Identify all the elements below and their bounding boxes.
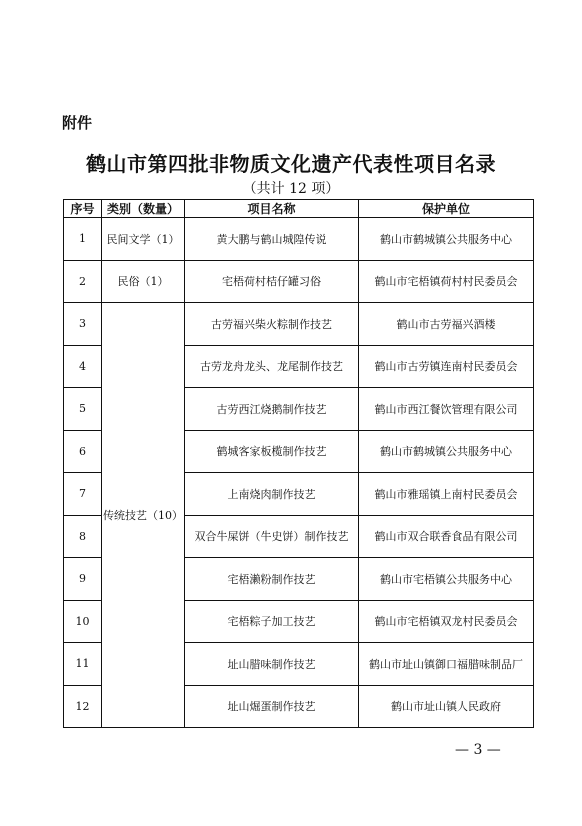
protection-unit-cell: 鹤山市雅瑶镇上南村民委员会 bbox=[359, 473, 534, 516]
serial-number-cell: 2 bbox=[64, 260, 102, 303]
page-number: — 3 — bbox=[455, 742, 501, 758]
header-project-name: 项目名称 bbox=[185, 200, 359, 218]
project-name-cell: 黄大鹏与鹤山城隍传说 bbox=[185, 218, 359, 261]
protection-unit-cell: 鹤山市古劳镇连南村民委员会 bbox=[359, 345, 534, 388]
heritage-list-table bbox=[63, 199, 534, 728]
serial-number-cell: 6 bbox=[64, 430, 102, 473]
project-name-cell: 宅梧粽子加工技艺 bbox=[185, 600, 359, 643]
table-header-row bbox=[64, 200, 534, 218]
category-cell: 传统技艺（10） bbox=[102, 303, 185, 728]
protection-unit-cell: 鹤山市西江餐饮管理有限公司 bbox=[359, 388, 534, 431]
project-name-cell: 古劳西江烧鹅制作技艺 bbox=[185, 388, 359, 431]
project-name-cell: 古劳福兴柴火粽制作技艺 bbox=[185, 303, 359, 346]
serial-number-cell: 9 bbox=[64, 558, 102, 601]
project-name-cell: 上南烧肉制作技艺 bbox=[185, 473, 359, 516]
protection-unit-cell: 鹤山市宅梧镇双龙村民委员会 bbox=[359, 600, 534, 643]
protection-unit-cell: 鹤山市址山镇御口福腊味制品厂 bbox=[359, 643, 534, 686]
document-title: 鹤山市第四批非物质文化遗产代表性项目名录 bbox=[86, 152, 496, 176]
table-row bbox=[64, 260, 534, 303]
project-name-cell: 址山腊味制作技艺 bbox=[185, 643, 359, 686]
project-name-cell: 鹤城客家板榄制作技艺 bbox=[185, 430, 359, 473]
document-subtitle: （共计 12 项） bbox=[242, 181, 340, 197]
serial-number-cell: 10 bbox=[64, 600, 102, 643]
project-name-cell: 双合牛屎饼（牛史饼）制作技艺 bbox=[185, 515, 359, 558]
project-name-cell: 址山煀蛋制作技艺 bbox=[185, 685, 359, 728]
project-name-cell: 宅梧濑粉制作技艺 bbox=[185, 558, 359, 601]
serial-number-cell: 3 bbox=[64, 303, 102, 346]
project-name-cell: 古劳龙舟龙头、龙尾制作技艺 bbox=[185, 345, 359, 388]
serial-number-cell: 7 bbox=[64, 473, 102, 516]
serial-number-cell: 11 bbox=[64, 643, 102, 686]
attachment-label: 附件 bbox=[62, 114, 93, 132]
table-row bbox=[64, 218, 534, 261]
protection-unit-cell: 鹤山市宅梧镇荷村村民委员会 bbox=[359, 260, 534, 303]
protection-unit-cell: 鹤山市宅梧镇公共服务中心 bbox=[359, 558, 534, 601]
header-serial: 序号 bbox=[64, 200, 102, 218]
serial-number-cell: 4 bbox=[64, 345, 102, 388]
serial-number-cell: 8 bbox=[64, 515, 102, 558]
protection-unit-cell: 鹤山市址山镇人民政府 bbox=[359, 685, 534, 728]
header-category: 类别（数量） bbox=[102, 200, 185, 218]
protection-unit-cell: 鹤山市鹤城镇公共服务中心 bbox=[359, 218, 534, 261]
category-cell: 民间文学（1） bbox=[102, 218, 185, 261]
protection-unit-cell: 鹤山市鹤城镇公共服务中心 bbox=[359, 430, 534, 473]
table-row bbox=[64, 303, 534, 346]
header-protection-unit: 保护单位 bbox=[359, 200, 534, 218]
serial-number-cell: 1 bbox=[64, 218, 102, 261]
protection-unit-cell: 鹤山市双合联香食品有限公司 bbox=[359, 515, 534, 558]
category-cell: 民俗（1） bbox=[102, 260, 185, 303]
project-name-cell: 宅梧荷村桔仔罐习俗 bbox=[185, 260, 359, 303]
protection-unit-cell: 鹤山市古劳福兴酒楼 bbox=[359, 303, 534, 346]
serial-number-cell: 12 bbox=[64, 685, 102, 728]
serial-number-cell: 5 bbox=[64, 388, 102, 431]
